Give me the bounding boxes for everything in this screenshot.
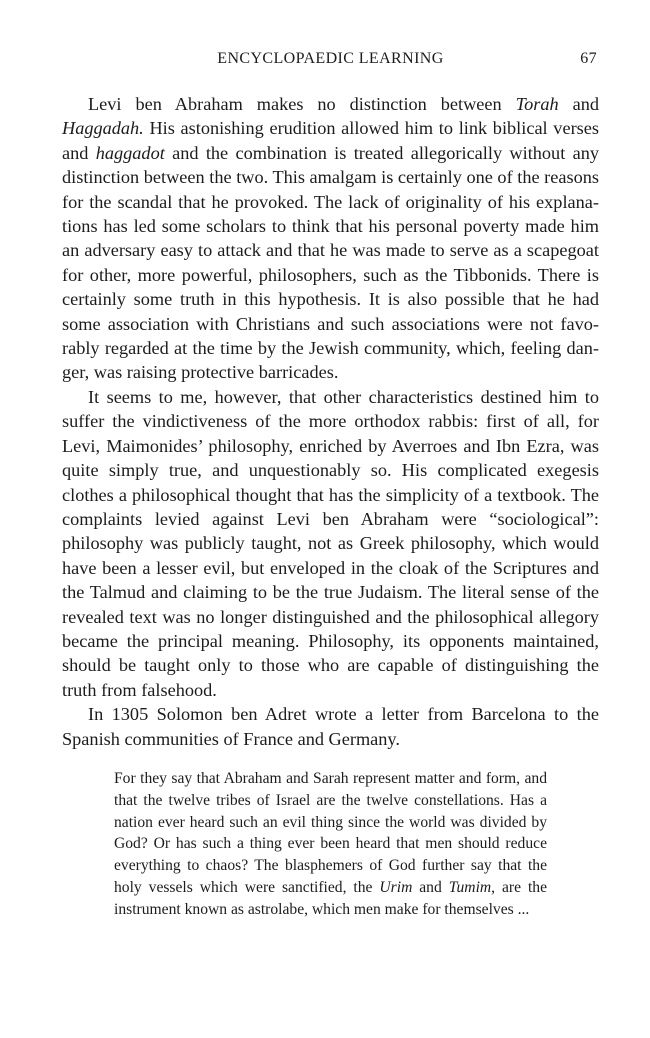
block-quote-text bbox=[114, 768, 547, 921]
term-urim: Urim bbox=[379, 878, 413, 896]
term-haggadah: Haggadah. bbox=[62, 118, 144, 139]
block-quote-text-b: and bbox=[412, 878, 449, 896]
paragraph-vindictiveness: It seems to me, however, that other characteristics destined him to suffer the vindictiveness of the more orthodox rabbis: first of all, for Levi, Maimonides’ philosophy, enriched by Averroes and Ibn Ezra, was quite simply true, and unquestionably so. His complicated exegesis clothes a philosophical thought that has the simplicity of a textbook. The complaints levied against Levi ben Abraham were “sociological”: philosophy was publicly taught, not as Greek philosophy, which would have been a lesser evil, but enveloped in the cloak of the Scriptures and the Talmud and claiming to be the true Judaism. The literal sense of the revealed text was no longer distinguished and the philosophical allegory became the principal meaning. Philosophy, its opponents maintained, should be taught only to those who are capable of distinguishing the truth from falsehood. bbox=[62, 386, 599, 700]
term-haggadot: haggadot bbox=[95, 142, 165, 163]
block-quote bbox=[114, 768, 547, 921]
book-page bbox=[62, 48, 599, 921]
paragraph-solomon-ben-adret: In 1305 Solomon ben Adret wrote a letter from Barcelona to the Spanish communities of France and Germany. bbox=[62, 704, 599, 749]
page-number: 67 bbox=[580, 50, 597, 67]
running-title: ENCYCLOPAEDIC LEARNING bbox=[217, 50, 444, 67]
running-head bbox=[62, 48, 599, 72]
term-torah: Torah bbox=[515, 94, 559, 114]
paragraph-levi-ben-abraham bbox=[62, 92, 599, 385]
paragraph-1-text-d: and the combination is treated allegorically without any distinction between the two. This amalgam is certainly one of the reasons for the scandal that he provoked. The lack of originality of his explanations has led some scholars to think that his personal poverty made him an adversary easy to attack and that he was made to serve as a scapegoat for other, more powerful, philosophers, such as the Tibbonids. There is certainly some truth in this hypothesis. It is also possible that he had some association with Christians and such associations were not favorably regarded at the time by the Jewish community, which, feeling danger, was raising protective barricades. bbox=[62, 142, 599, 383]
block-quote-text-c: , are the instrument known as astrolabe, which men make for themselves ... bbox=[114, 878, 547, 918]
paragraph-1-text-c: His astonishing erudition allowed him to link biblical verses and bbox=[62, 118, 599, 163]
term-tumim: Tumim bbox=[448, 878, 492, 896]
body-text bbox=[62, 92, 599, 751]
paragraph-1-text-a: Levi ben Abraham makes no distinction between bbox=[88, 94, 516, 114]
block-quote-text-a: For they say that Abraham and Sarah represent matter and form, and that the twelve tribes of Israel are the twelve constellations. Has a nation ever heard such an evil thing since the world was divided by God? Or has such a thing ever been heard that men should reduce everything to chaos? The blasphemers of God further say that the holy vessels which were sanctified, the bbox=[114, 769, 547, 896]
paragraph-1-text-b: and bbox=[558, 94, 599, 114]
